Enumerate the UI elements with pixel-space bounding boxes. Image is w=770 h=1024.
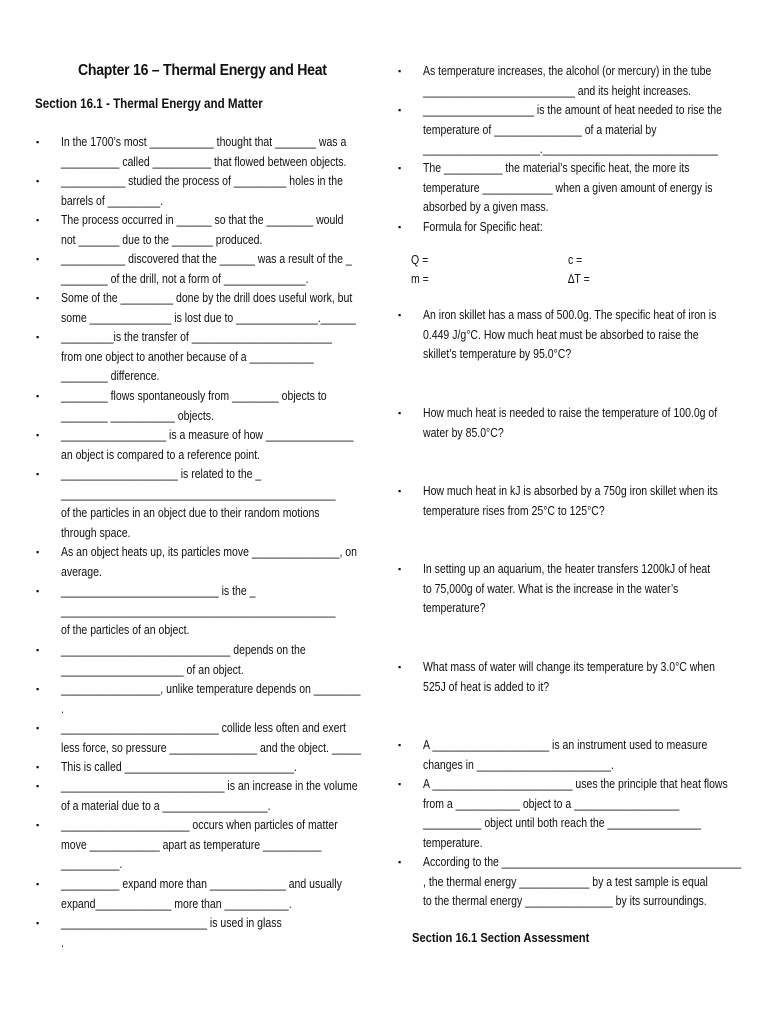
bullet-text-line: A ____________________ is an instrument used to measure xyxy=(423,738,708,752)
bullet-marker: ▪ xyxy=(36,918,40,928)
bullet-text-line: According to the _________________________________________ xyxy=(423,855,742,869)
bullet-text-line: A ________________________ uses the principle that heat flows xyxy=(423,777,728,791)
bullet-text-line: changes in _______________________. xyxy=(423,757,614,772)
bullet-text-line: , the thermal energy ____________ by a test sample is equal xyxy=(423,874,708,889)
bullet-marker: ▪ xyxy=(36,723,40,733)
bullet-marker: ▪ xyxy=(36,820,40,830)
bullet-text-line: through space. xyxy=(61,525,131,540)
bullet-text-line: _______________________________________________ xyxy=(61,486,336,501)
bullet-text-line: temperature ____________ when a given amount of energy is xyxy=(423,180,713,195)
bullet-text-line: absorbed by a given mass. xyxy=(423,200,549,215)
bullet-marker: ▪ xyxy=(398,66,402,76)
bullet-text-line: 525J of heat is added to it? xyxy=(423,679,550,694)
bullet-text-line: __________________ is a measure of how _______________ xyxy=(61,428,354,442)
bullet-marker: ▪ xyxy=(36,586,40,596)
bullet-text-line: __________. xyxy=(61,857,123,872)
bullet-text-line: ___________________________ is the _ xyxy=(61,584,256,598)
bullet-text-line: How much heat in kJ is absorbed by a 750g iron skillet when its xyxy=(423,484,718,498)
bullet-text-line: _____________________________ depends on the xyxy=(61,643,306,657)
bullet-text-line: ________ of the drill, not a form of ______________. xyxy=(61,271,309,286)
bullet-text-line: temperature rises from 25°C to 125°C? xyxy=(423,503,605,518)
bullet-text-line: temperature? xyxy=(423,601,486,616)
bullet-text-line: less force, so pressure _______________ and the object. _____ xyxy=(61,740,362,755)
bullet-marker: ▪ xyxy=(398,222,402,232)
bullet-marker: ▪ xyxy=(36,137,40,147)
bullet-text-line: __________ called __________ that flowed between objects. xyxy=(61,154,347,169)
bullet-marker: ▪ xyxy=(36,176,40,186)
bullet-text-line: from a ___________ object to a __________________ xyxy=(423,796,680,811)
bullet-marker: ▪ xyxy=(36,215,40,225)
bullet-text-line: Some of the _________ done by the drill does useful work, but xyxy=(61,291,353,305)
bullet-text-line: ________ ___________ objects. xyxy=(61,408,214,423)
bullet-text-line: __________________________ and its height increases. xyxy=(423,83,691,98)
bullet-text-line: of the particles in an object due to their random motions xyxy=(61,506,320,521)
bullet-text-line: ___________ discovered that the ______ was a result of the _ xyxy=(61,252,352,266)
bullet-marker: ▪ xyxy=(398,486,402,496)
bullet-text-line: skillet’s temperature by 95.0°C? xyxy=(423,347,572,362)
bullet-text-line: . xyxy=(61,935,64,950)
bullet-text-line: This is called _____________________________. xyxy=(61,760,297,774)
bullet-marker: ▪ xyxy=(36,645,40,655)
bullet-text-line: some ______________ is lost due to ______________.______ xyxy=(61,310,356,325)
page-title: Chapter 16 – Thermal Energy and Heat xyxy=(78,62,327,79)
bullet-text-line: The __________ the material’s specific heat, the more its xyxy=(423,161,690,175)
bullet-text-line: __________ expand more than _____________ and usually xyxy=(61,877,342,891)
bullet-text-line: temperature. xyxy=(423,835,483,850)
bullet-marker: ▪ xyxy=(398,310,402,320)
bullet-text-line: Formula for Specific heat: xyxy=(423,220,543,234)
bullet-text-line: of a material due to a __________________. xyxy=(61,798,271,813)
formula-delta-t: ∆T = xyxy=(568,272,590,286)
bullet-marker: ▪ xyxy=(36,254,40,264)
bullet-text-line: not _______ due to the _______ produced. xyxy=(61,232,263,247)
bullet-text-line: ___________________________ collide less often and exert xyxy=(61,721,346,735)
bullet-text-line: expand_____________ more than ___________. xyxy=(61,896,292,911)
bullet-marker: ▪ xyxy=(36,332,40,342)
bullet-text-line: water by 85.0°C? xyxy=(423,425,504,440)
bullet-text-line: As temperature increases, the alcohol (or mercury) in the tube xyxy=(423,64,712,78)
bullet-text-line: move ____________ apart as temperature __________ xyxy=(61,837,322,852)
bullet-text-line: ____________________________ is an increase in the volume xyxy=(61,779,358,793)
bullet-marker: ▪ xyxy=(36,430,40,440)
formula-m: m = xyxy=(411,272,429,286)
bullet-text-line: _________________, unlike temperature depends on ________ xyxy=(61,682,361,696)
bullet-text-line: from one object to another because of a ___________ xyxy=(61,349,314,364)
bullet-text-line: to the thermal energy _______________ by its surroundings. xyxy=(423,894,707,909)
section-heading: Section 16.1 - Thermal Energy and Matter xyxy=(35,96,263,111)
bullet-text-line: of the particles of an object. xyxy=(61,623,190,638)
bullet-text-line: As an object heats up, its particles move _______________, on xyxy=(61,545,357,559)
bullet-text-line: _________is the transfer of ________________________ xyxy=(61,330,332,344)
bullet-text-line: ___________ studied the process of _________ holes in the xyxy=(61,174,343,188)
bullet-marker: ▪ xyxy=(398,662,402,672)
bullet-marker: ▪ xyxy=(36,391,40,401)
bullet-marker: ▪ xyxy=(398,779,402,789)
bullet-text-line: to 75,000g of water. What is the increase in the water’s xyxy=(423,581,679,596)
bullet-marker: ▪ xyxy=(36,684,40,694)
bullet-marker: ▪ xyxy=(36,879,40,889)
bullet-text-line: ___________________ is the amount of heat needed to rise the xyxy=(423,103,722,117)
bullet-text-line: _____________________ of an object. xyxy=(61,662,244,677)
bullet-text-line: __________ object until both reach the ________________ xyxy=(423,816,701,831)
bullet-text-line: How much heat is needed to raise the temperature of 100.0g of xyxy=(423,406,718,420)
bullet-marker: ▪ xyxy=(36,293,40,303)
bullet-marker: ▪ xyxy=(36,469,40,479)
bullet-text-line: average. xyxy=(61,564,102,579)
bullet-text-line: ____________________ is related to the _ xyxy=(61,467,262,481)
bullet-text-line: 0.449 J/g°C. How much heat must be absorbed to raise the xyxy=(423,327,699,342)
formula-q: Q = xyxy=(411,253,429,267)
bullet-marker: ▪ xyxy=(398,564,402,574)
formula-c: c = xyxy=(568,253,583,267)
bullet-marker: ▪ xyxy=(36,762,40,772)
bullet-text-line: temperature of _______________ of a material by xyxy=(423,122,657,137)
bullet-text-line: ______________________ occurs when particles of matter xyxy=(61,818,338,832)
bullet-marker: ▪ xyxy=(398,163,402,173)
bullet-marker: ▪ xyxy=(398,408,402,418)
bullet-marker: ▪ xyxy=(36,547,40,557)
bullet-text-line: barrels of _________. xyxy=(61,193,164,208)
bullet-text-line: An iron skillet has a mass of 500.0g. The specific heat of iron is xyxy=(423,308,717,322)
bullet-text-line: ________ difference. xyxy=(61,369,160,384)
assessment-heading: Section 16.1 Section Assessment xyxy=(412,930,590,945)
bullet-text-line: In setting up an aquarium, the heater transfers 1200kJ of heat xyxy=(423,562,711,576)
bullet-text-line: In the 1700’s most ___________ thought that _______ was a xyxy=(61,135,347,149)
bullet-text-line: What mass of water will change its temperature by 3.0°C when xyxy=(423,660,715,674)
bullet-marker: ▪ xyxy=(398,105,402,115)
bullet-text-line: _______________________________________________ xyxy=(61,603,336,618)
bullet-text-line: The process occurred in ______ so that the ________ would xyxy=(61,213,344,227)
bullet-marker: ▪ xyxy=(398,740,402,750)
bullet-text-line: . xyxy=(61,701,64,716)
bullet-text-line: ________ flows spontaneously from ________ objects to xyxy=(61,389,327,403)
bullet-text-line: an object is compared to a reference point. xyxy=(61,447,261,462)
bullet-text-line: _________________________ is used in glass xyxy=(61,916,282,930)
bullet-marker: ▪ xyxy=(398,857,402,867)
bullet-text-line: ____________________.______________________________ xyxy=(423,142,718,157)
bullet-marker: ▪ xyxy=(36,781,40,791)
